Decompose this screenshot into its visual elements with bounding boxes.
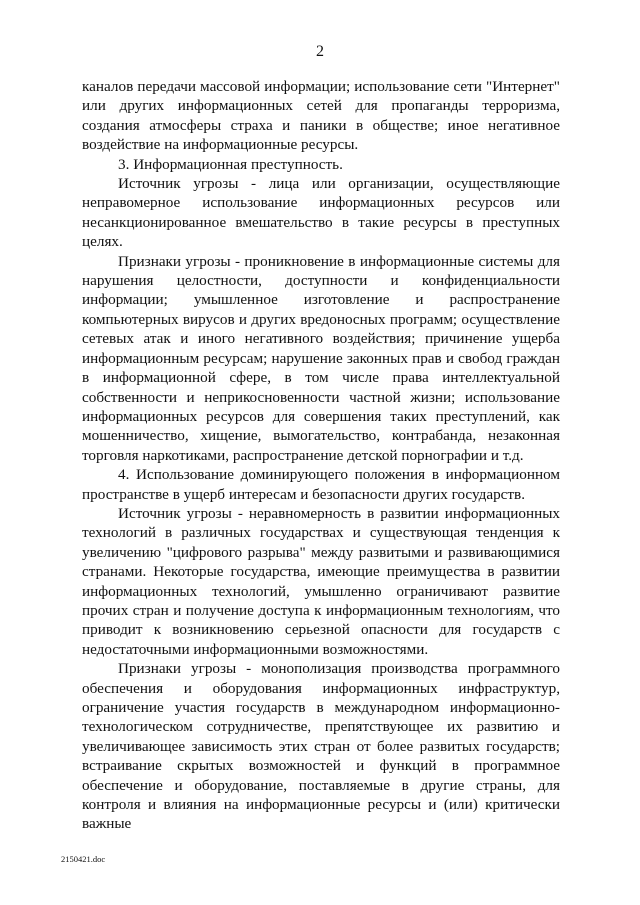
paragraph-threat-source-crime: Источник угрозы - лица или организации, осуществляющие неправомерное использование информационных ресурсов или несанкционированное вмешательство в такие ресурсы в преступных целях.	[82, 175, 560, 251]
document-body	[82, 77, 560, 834]
paragraph-threat-signs-dominance: Признаки угрозы - монополизация производства программного обеспечения и оборудования информационных инфраструктур, ограничение участия государств в международном информационно-технологическом сотрудничестве, препятствующее их развитию и увеличивающее зависимость этих стран от более развитых государств; встраивание скрытых возможностей и функций в программное обеспечение и оборудование, поставляемые в другие страны, для контроля и влияния на информационные ресурсы и (или) критически важные	[82, 660, 560, 833]
paragraph-threat-signs-crime: Признаки угрозы - проникновение в информационные системы для нарушения целостности, доступности и конфиденциальности информации; умышленное изготовление и распространение компьютерных вирусов и других вредоносных программ; осуществление сетевых атак и иного негативного воздействия; причинение ущерба информационным ресурсам; нарушение законных прав и свобод граждан в информационной сфере, в том числе права интеллектуальной собственности и неприкосновенности частной жизни; использование информационных ресурсов для совершения таких преступлений, как мошенничество, хищение, вымогательство, контрабанда, незаконная торговля наркотиками, распространение детской порнографии и т.д.	[82, 252, 560, 464]
page-number: 2	[316, 43, 324, 60]
heading-information-crime: 3. Информационная преступность.	[118, 155, 343, 173]
paragraph-mass-media-continuation: каналов передачи массовой информации; использование сети "Интернет" или других информационных сетей для пропаганды терроризма, создания атмосферы страха и паники в обществе; иное негативное воздействие на информационные ресурсы.	[82, 78, 560, 154]
heading-dominant-position: 4. Использование доминирующего положения в информационном пространстве в ущерб интересам и безопасности других государств.	[82, 466, 560, 503]
paragraph-threat-source-dominance: Источник угрозы - неравномерность в развитии информационных технологий в различных государствах и существующая тенденция к увеличению "цифрового разрыва" между развитыми и развивающимися странами. Некоторые государства, имеющие преимущества в развитии информационных технологий, умышленно ограничивают развитие прочих стран и получение доступа к информационным технологиям, что приводит к возникновению серьезной опасности для государств с недостаточными информационными возможностями.	[82, 504, 560, 658]
footer-filename: 2150421.doc	[61, 854, 106, 864]
